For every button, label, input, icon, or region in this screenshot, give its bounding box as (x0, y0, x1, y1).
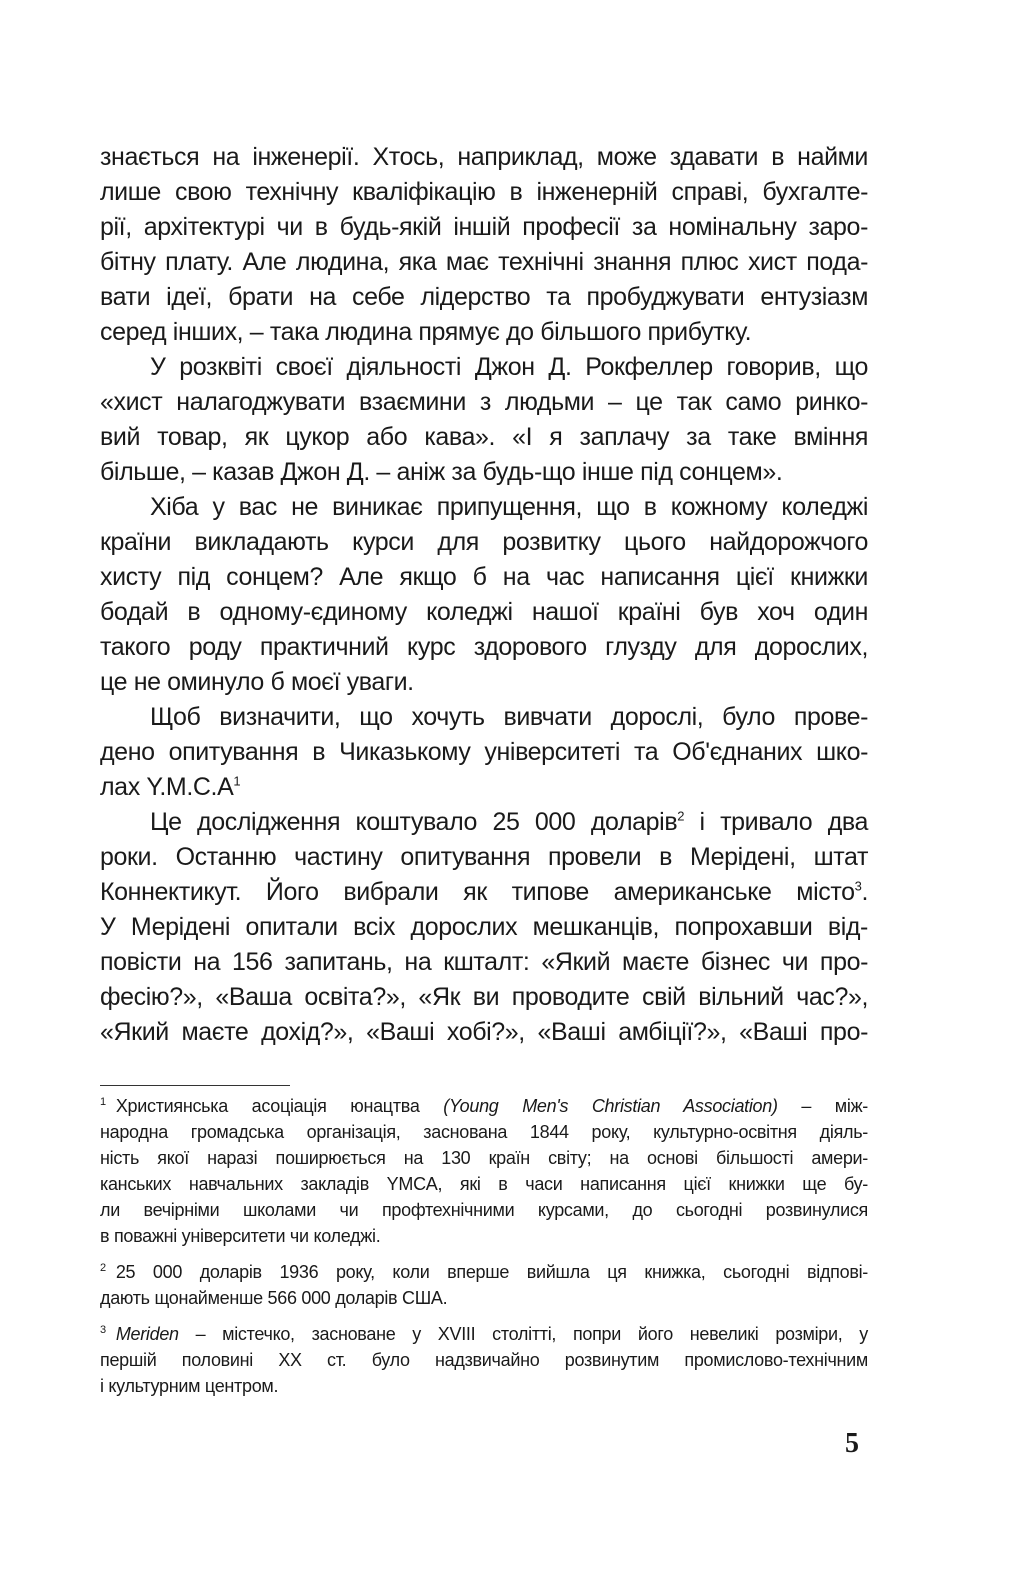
text-fragment: лах Y.M.C.A (100, 773, 234, 801)
text-line: вати ідеї, брати на себе лідерство та пробуджувати ентузіазм (100, 283, 868, 311)
text-fragment: 25 000 доларів 1936 року, коли вперше вийшла ця книжка, сьогодні відпові- (115, 1262, 868, 1282)
text-line: дено опитування в Чиказькому університеті та Об'єднаних шко- (100, 738, 868, 766)
footnote-line: і культурним центром. (100, 1376, 279, 1396)
text-fragment: – між- (777, 1096, 869, 1116)
text-line (100, 875, 868, 910)
text-fragment: Коннектикут. Його вибрали як типове американське місто (100, 878, 855, 906)
footnotes (100, 1093, 868, 1409)
footnote-mark: 1 (100, 1096, 106, 1108)
text-fragment: – містечко, засноване у XVIII столітті, попри його невеликі розміри, у (178, 1324, 868, 1344)
text-line: бодай в одному-єдиному коледжі нашої країні був хоч один (100, 598, 868, 626)
text-line (100, 805, 868, 840)
text-line: такого роду практичний курс здорового глузду для дорослих, (100, 633, 868, 661)
footnote-ref-3: 3 (854, 878, 862, 894)
text-line: У Мерідені опитали всіх дорослих мешканців, попрохавши від- (100, 913, 868, 941)
text-line: Щоб визначити, що хочуть вивчати дорослі, було прове- (150, 703, 868, 731)
footnote-line: дають щонайменше 566 000 доларів США. (100, 1288, 448, 1308)
footnote-2 (100, 1259, 868, 1311)
text-fragment: Християнська асоціація юнацтва (115, 1096, 444, 1116)
text-line: повісти на 156 запитань, на кшталт: «Який маєте бізнес чи про- (100, 948, 868, 976)
text-line: рії, архітектурі чи в будь-якій іншій професії за номінальну заро- (100, 213, 868, 241)
footnote-divider (100, 1085, 290, 1086)
text-line: Хіба у вас не виникає припущення, що в кожному коледжі (150, 493, 868, 521)
footnote-line: першій половині XX ст. було надзвичайно розвинутим промислово-технічним (100, 1350, 868, 1370)
text-fragment: . (861, 878, 868, 906)
text-line: «Який маєте дохід?», «Ваші хобі?», «Ваші амбіції?», «Ваші про- (100, 1018, 868, 1046)
paragraph-4 (100, 700, 868, 805)
footnote-line (100, 1321, 868, 1347)
footnote-3 (100, 1321, 868, 1399)
footnote-mark: 3 (100, 1324, 106, 1336)
footnote-line (100, 1093, 868, 1119)
text-line: фесію?», «Ваша освіта?», «Як ви проводите свій вільний час?», (100, 983, 868, 1011)
footnote-line: в поважні університети чи коледжі. (100, 1226, 381, 1246)
paragraph-1 (100, 140, 868, 350)
text-line: лише свою технічну кваліфікацію в інженерній справі, бухгалте- (100, 178, 868, 206)
text-line: вий товар, як цукор або кава». «І я заплачу за таке вміння (100, 423, 868, 451)
text-line: роки. Останню частину опитування провели в Мерідені, штат (100, 843, 868, 871)
text-line: знається на інженерії. Хтось, наприклад, може здавати в найми (100, 143, 868, 171)
paragraph-2 (100, 350, 868, 490)
text-fragment: і тривало два (684, 808, 868, 836)
text-line: серед інших, – така людина прямує до більшого прибутку. (100, 318, 752, 346)
footnote-line: народна громадська організація, заснована 1844 року, культурно-освітня діяль- (100, 1122, 868, 1142)
text-line: це не оминуло б моєї уваги. (100, 668, 414, 696)
text-line: «хист налагоджувати взаємини з людьми – це так само ринко- (100, 388, 868, 416)
text-fragment: Це дослідження коштувало 25 000 доларів (150, 808, 678, 836)
page-number: 5 (845, 1428, 859, 1459)
footnote-line: ність якої наразі поширюється на 130 країн світу; на основі більшості амери- (100, 1148, 868, 1168)
footnote-ref-1: 1 (233, 773, 241, 789)
main-text (100, 140, 868, 1050)
footnote-line: ли вечірніми школами чи профтехнічними курсами, до сьогодні розвинулися (100, 1200, 868, 1220)
text-line: більше, – казав Джон Д. – аніж за будь-що інше під сонцем». (100, 458, 783, 486)
text-fragment-italic: (Young Men's Christian Association) (443, 1096, 778, 1116)
footnote-line: канських навчальних закладів YMCA, які в часи написання цієї книжки ще бу- (100, 1174, 868, 1194)
text-line (100, 770, 868, 805)
footnote-1 (100, 1093, 868, 1249)
paragraph-5 (100, 805, 868, 1050)
footnote-line (100, 1259, 868, 1285)
footnote-mark: 2 (100, 1262, 106, 1274)
text-fragment-italic: Meriden (115, 1324, 179, 1344)
text-line: бітну плату. Але людина, яка має технічні знання плюс хист пода- (100, 248, 868, 276)
paragraph-3 (100, 490, 868, 700)
text-line: У розквіті своєї діяльності Джон Д. Рокфеллер говорив, що (150, 353, 868, 381)
text-line: країни викладають курси для розвитку цього найдорожчого (100, 528, 868, 556)
text-line: хисту під сонцем? Але якщо б на час написання цієї книжки (100, 563, 868, 591)
footnote-ref-2: 2 (677, 808, 685, 824)
